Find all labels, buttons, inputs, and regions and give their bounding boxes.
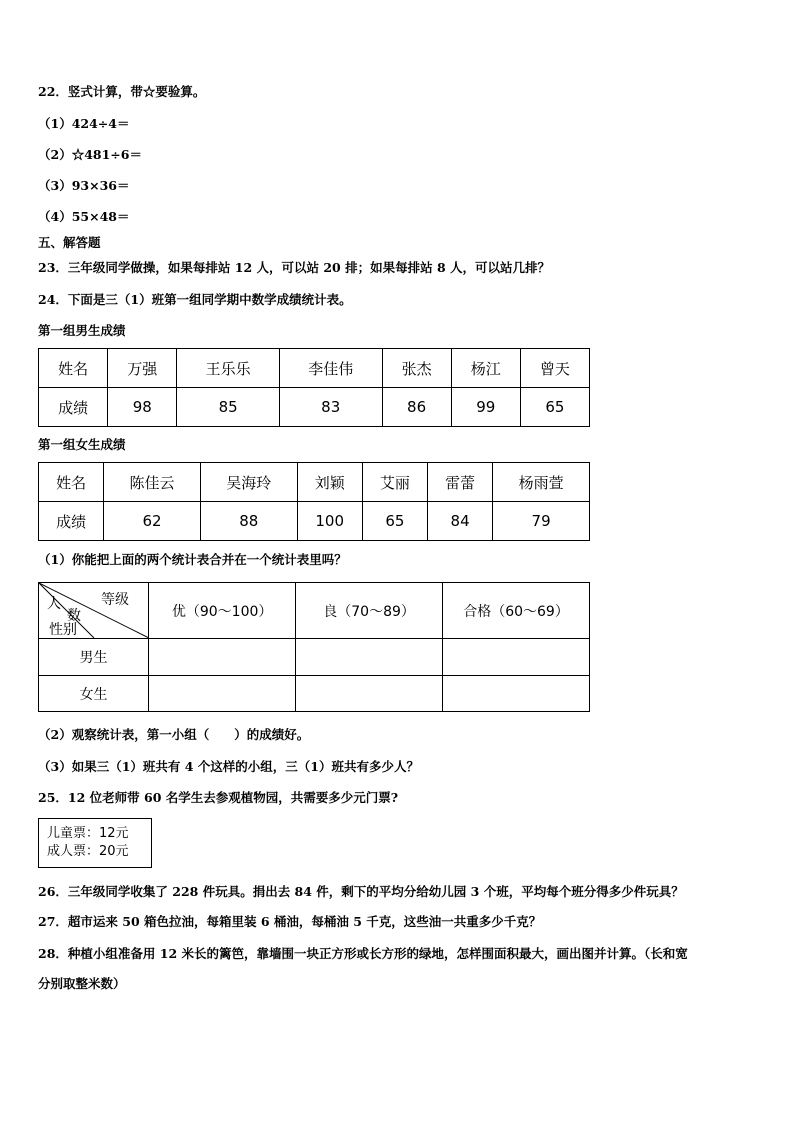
diagonal-header-cell (39, 583, 149, 639)
level-header: 优（90～100） (149, 583, 296, 639)
q26-text: 26．三年级同学收集了 228 件玩具。捐出去 84 件，剩下的平均分给幼儿园 3 个班，平均每个班分得多少件玩具？ (38, 884, 684, 899)
empty-cell (296, 676, 443, 712)
header-cell: 成绩 (39, 388, 108, 427)
student-score: 65 (362, 502, 427, 541)
student-score: 86 (382, 388, 451, 427)
q23-text: 23．三年级同学做操，如果每排站 12 人，可以站 20 排；如果每排站 8 人，可以站几排？ (38, 260, 550, 275)
q24-sub3: （3）如果三（1）班共有 4 个这样的小组，三（1）班共有多少人？ (38, 759, 419, 774)
adult-ticket-price: 成人票：20元 (47, 844, 129, 859)
table-row (39, 388, 590, 427)
student-score: 65 (520, 388, 589, 427)
q27-text: 27．超市运来 50 箱色拉油，每箱里装 6 桶油，每桶油 5 千克，这些油一共重多少千克？ (38, 914, 542, 929)
student-name: 刘颖 (297, 463, 362, 502)
level-header: 合格（60～69） (443, 583, 590, 639)
row-label: 女生 (39, 676, 149, 712)
level-header: 良（70～89） (296, 583, 443, 639)
row-label: 男生 (39, 639, 149, 676)
table-row (39, 349, 590, 388)
merged-stat-table (38, 582, 590, 712)
student-name: 雷蕾 (428, 463, 493, 502)
student-name: 张杰 (382, 349, 451, 388)
corner-count-label-1: 人 (47, 596, 61, 612)
q28-text-line-2: 分别取整米数） (38, 976, 126, 991)
q24-sub1: （1）你能把上面的两个统计表合并在一个统计表里吗？ (38, 552, 347, 567)
boys-table-caption: 第一组男生成绩 (38, 323, 126, 338)
student-score: 99 (451, 388, 520, 427)
student-score: 98 (108, 388, 177, 427)
boys-score-table (38, 348, 590, 427)
student-name: 吴海玲 (200, 463, 297, 502)
child-ticket-price: 儿童票：12元 (47, 826, 129, 841)
student-score: 62 (104, 502, 201, 541)
student-name: 李佳伟 (279, 349, 382, 388)
student-score: 85 (177, 388, 280, 427)
section-heading: 五、解答题 (38, 235, 101, 250)
student-name: 杨江 (451, 349, 520, 388)
q22-item-4: （4）55×48＝ (38, 209, 130, 224)
header-cell: 成绩 (39, 502, 104, 541)
q24-sub2: （2）观察统计表，第一小组（ ）的成绩好。 (38, 727, 310, 742)
student-score: 100 (297, 502, 362, 541)
student-name: 陈佳云 (104, 463, 201, 502)
empty-cell (443, 676, 590, 712)
student-score: 83 (279, 388, 382, 427)
empty-cell (149, 639, 296, 676)
header-cell: 姓名 (39, 349, 108, 388)
q22-item-3: （3）93×36＝ (38, 178, 130, 193)
student-name: 万强 (108, 349, 177, 388)
corner-count-label-2: 数 (67, 608, 81, 624)
table-row (39, 463, 590, 502)
q24-title: 24．下面是三（1）班第一组同学期中数学成绩统计表。 (38, 292, 352, 307)
student-score: 84 (428, 502, 493, 541)
q25-title: 25．12 位老师带 60 名学生去参观植物园，共需要多少元门票? (38, 790, 399, 805)
table-row (39, 502, 590, 541)
corner-grade-label: 等级 (101, 592, 129, 608)
empty-cell (149, 676, 296, 712)
table-row (39, 639, 590, 676)
header-cell: 姓名 (39, 463, 104, 502)
student-score: 88 (200, 502, 297, 541)
student-name: 艾丽 (362, 463, 427, 502)
table-row (39, 583, 590, 639)
q22-item-2: （2）☆481÷6＝ (38, 147, 142, 162)
q22-title: 22．竖式计算，带☆要验算。 (38, 84, 206, 99)
student-name: 曾天 (520, 349, 589, 388)
student-score: 79 (493, 502, 590, 541)
empty-cell (296, 639, 443, 676)
q28-text-line-1: 28．种植小组准备用 12 米长的篱笆，靠墙围一块正方形或长方形的绿地，怎样围面积最大，画出图并计算。（长和宽 (38, 946, 688, 961)
table-row (39, 676, 590, 712)
student-name: 杨雨萱 (493, 463, 590, 502)
empty-cell (443, 639, 590, 676)
girls-table-caption: 第一组女生成绩 (38, 437, 126, 452)
corner-gender-label: 性别 (49, 622, 77, 638)
q22-item-1: （1）424÷4＝ (38, 116, 130, 131)
ticket-price-box (38, 818, 152, 868)
student-name: 王乐乐 (177, 349, 280, 388)
girls-score-table (38, 462, 590, 541)
